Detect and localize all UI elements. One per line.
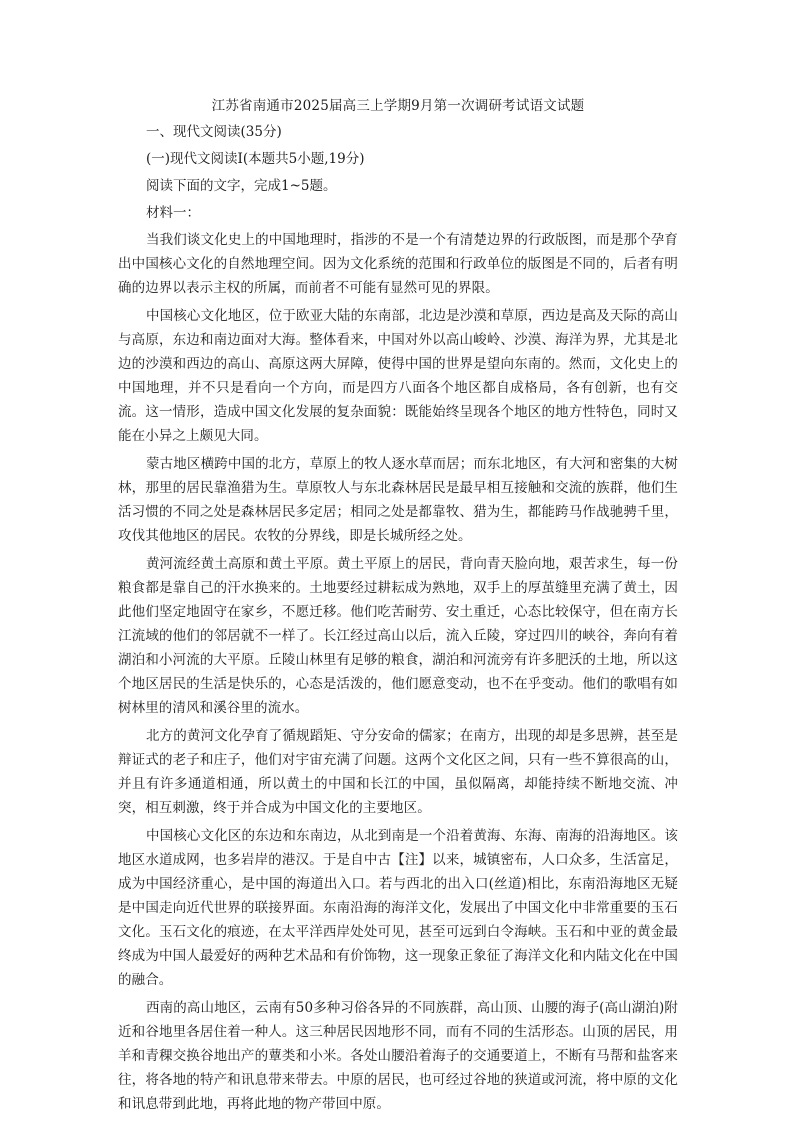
subsection-heading: (一)现代文阅读Ⅰ(本题共5小题,19分) [146,151,365,167]
paragraph-5: 北方的黄河文化孕育了循规蹈矩、守分安命的儒家；在南方，出现的却是多思辨，甚至是辩证式的老子和庄子，他们对宇宙充满了问题。这两个文化区之间，只有一些不算很高的山，并且有许多通道相通，所以黄土的中国和长江的中国，虽似隔离，却能持续不断地交流、冲突，相互刺激，终于并合成为中国文化的主要地区。 [118,728,678,816]
paragraph-1: 当我们谈文化史上的中国地理时，指涉的不是一个有清楚边界的行政版图，而是那个孕育出中国核心文化的自然地理空间。因为文化系统的范围和行政单位的版图是不同的，后者有明确的边界以表示主权的所属，而前者不可能有显然可见的界限。 [118,232,678,296]
reading-instruction: 阅读下面的文字，完成1~5题。 [146,178,337,194]
paragraph-7: 西南的高山地区，云南有50多种习俗各异的不同族群，高山顶、山腰的海子(高山湖泊)附近和谷地里各居住着一种人。这三种居民因地形不同，而有不同的生活形态。山顶的居民，用羊和青稞交换谷地出产的蕈类和小米。各处山腰沿着海子的交通要道上，不断有马帮和盐客来往，将各地的特产和讯息带来带去。中原的居民，也可经过谷地的狭道或河流，将中原的文化和讯息带到此地，再将此地的物产带回中原。 [118,1000,678,1112]
document-page [118,94,678,1120]
paragraph-3: 蒙古地区横跨中国的北方，草原上的牧人逐水草而居；而东北地区，有大河和密集的大树林，那里的居民靠渔猎为生。草原牧人与东北森林居民是最早相互接触和交流的族群，他们生活习惯的不同之处是森林居民多定居；相同之处是都靠牧、猎为生，都能跨马作战驰骋千里，攻伐其他地区的居民。农牧的分界线，即是长城所经之处。 [118,456,678,544]
paragraph-2: 中国核心文化地区，位于欧亚大陆的东南部，北边是沙漠和草原，西边是高及天际的高山与高原，东边和南边面对大海。整体看来，中国对外以高山峻岭、沙漠、海洋为界，尤其是北边的沙漠和西边的高山、高原这两大屏障，使得中国的世界是望向东南的。然而，文化史上的中国地理，并不只是看向一个方向，而是四方八面各个地区都自成格局，各有创新，也有交流。这一情形，造成中国文化发展的复杂面貌：既能始终呈现各个地区的地方性特色，同时又能在小异之上颇见大同。 [118,308,678,444]
paragraph-6: 中国核心文化区的东边和东南边，从北到南是一个沿着黄海、东海、南海的沿海地区。该地区水道成网，也多岩岸的港汉。于是自中古【注】以来，城镇密布，人口众多，生活富足，成为中国经济重心，是中国的海道出入口。若与西北的出入口(丝道)相比，东南沿海地区无疑是中国走向近代世界的联接界面。东南沿海的海洋文化，发展出了中国文化中非常重要的玉石文化。玉石文化的痕迹，在太平洋西岸处处可见，甚至可远到白令海峡。玉石和中亚的黄金最终成为中国人最爱好的两种艺术品和有价饰物，这一现象正象征了海洋文化和内陆文化在中国的融合。 [118,828,678,988]
document-title: 江苏省南通市2025届高三上学期9月第一次调研考试语文试题 [211,98,585,114]
section-heading: 一、现代文阅读(35分) [146,124,282,140]
material-label: 材料一： [146,205,200,221]
paragraph-4: 黄河流经黄土高原和黄土平原。黄土平原上的居民，背向青天脸向地，艰苦求生，每一份粮食都是靠自己的汗水换来的。土地要经过耕耘成为熟地，双手上的厚茧缝里充满了黄土，因此他们坚定地固守在家乡，不愿迁移。他们吃苦耐劳、安土重迁，心态比较保守，但在南方长江流域的他们的邻居就不一样了。长江经过高山以后，流入丘陵，穿过四川的峡谷，奔向有着湖泊和小河流的大平原。丘陵山林里有足够的粮食，湖泊和河流旁有许多肥沃的土地，所以这个地区居民的生活是快乐的，心态是活泼的，他们愿意变动，也不在乎变动。他们的歌唱有如树林里的清风和溪谷里的流水。 [118,556,678,716]
